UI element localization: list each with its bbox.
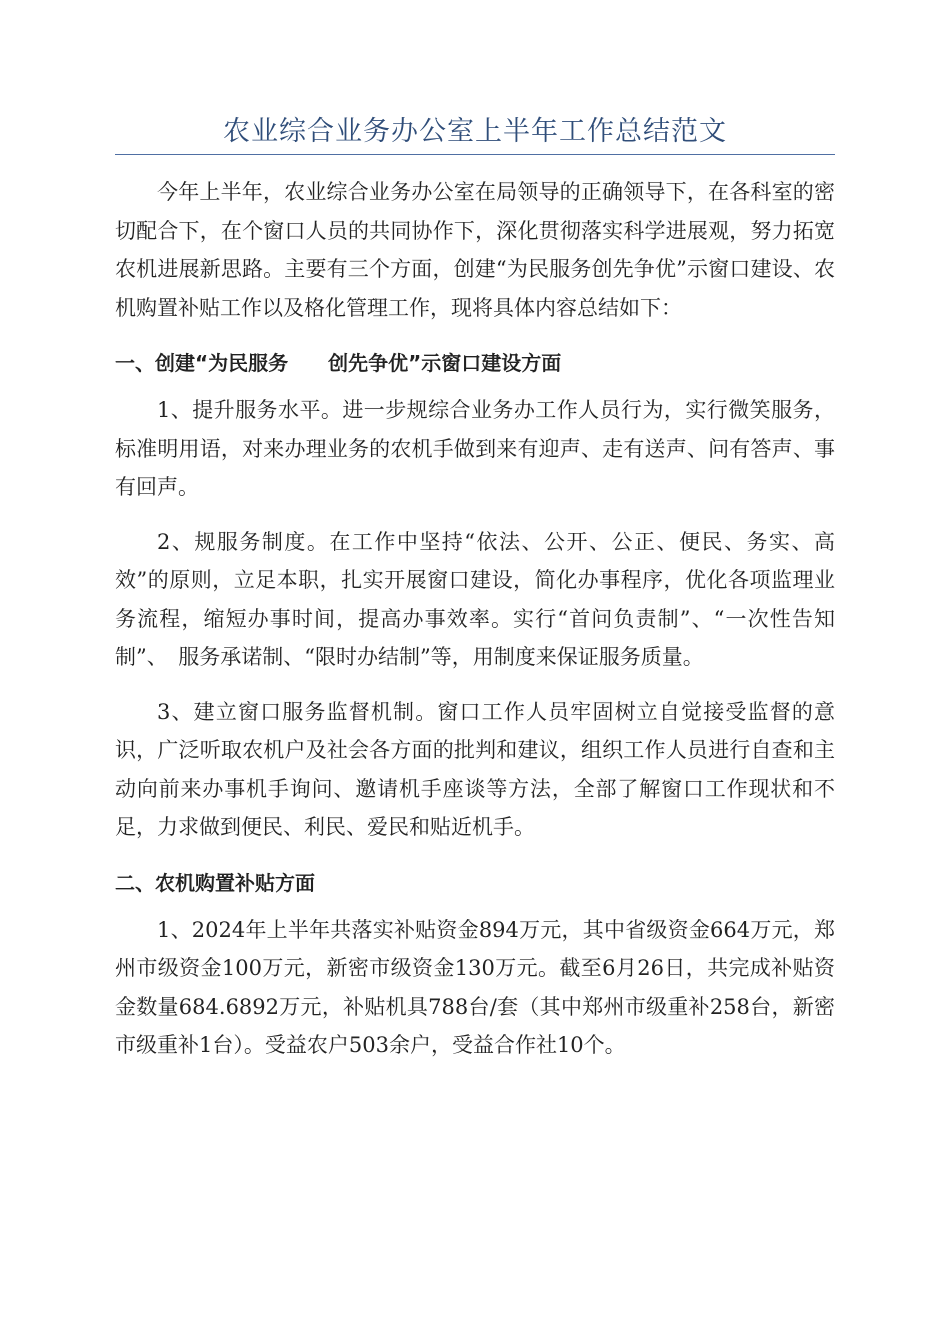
intro-paragraph: 今年上半年，农业综合业务办公室在局领导的正确领导下，在各科室的密切配合下，在个窗口人员的共同协作下，深化贯彻落实科学进展观，努力拓宽农机进展新思路。主要有三个方面，创建“为民服务创先争优”示窗口建设、农机购置补贴工作以及格化管理工作，现将具体内容总结如下： — [115, 180, 835, 320]
document-page — [115, 112, 835, 1081]
section-2-heading: 二、农机购置补贴方面 — [115, 870, 315, 895]
section-1-paragraph-1: 1、提升服务水平。进一步规综合业务办工作人员行为，实行微笑服务，标准明用语，对来办理业务的农机手做到来有迎声、走有送声、问有答声、事有回声。 — [115, 398, 835, 499]
section-1-paragraph-3: 3、建立窗口服务监督机制。窗口工作人员牢固树立自觉接受监督的意识，广泛听取农机户及社会各方面的批判和建议，组织工作人员进行自查和主动向前来办事机手询问、邀请机手座谈等方法，全部了解窗口工作现状和不足，力求做到便民、利民、爱民和贴近机手。 — [115, 699, 835, 839]
document-title: 农业综合业务办公室上半年工作总结范文 — [115, 112, 835, 155]
section-1-paragraph-2: 2、规服务制度。在工作中坚持“依法、公开、公正、便民、务实、高效”的原则，立足本职，扎实开展窗口建设，简化办事程序，优化各项监理业务流程，缩短办事时间，提高办事效率。实行“首问负责制”、“一次性告知制”、 服务承诺制、“限时办结制”等，用制度来保证服务质量。 — [115, 529, 835, 669]
section-2-paragraph-1: 1、2024年上半年共落实补贴资金894万元，其中省级资金664万元，郑州市级资金100万元，新密市级资金130万元。截至6月26日，共完成补贴资金数量684.6892万元，补贴机具788台/套（其中郑州市级重补258台，新密市级重补1台）。受益农户503余户，受益合作社10个。 — [115, 917, 835, 1057]
section-1-heading: 一、创建“为民服务 创先争优”示窗口建设方面 — [115, 351, 562, 375]
